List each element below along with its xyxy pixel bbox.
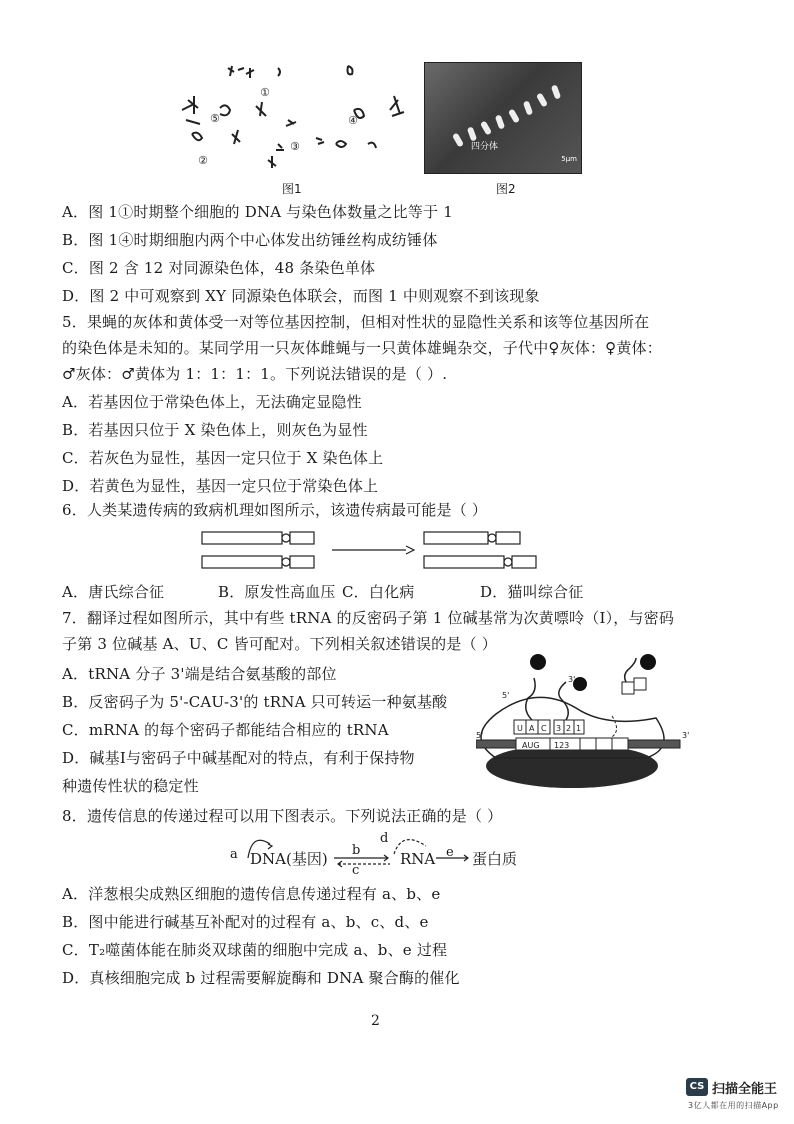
q7-codon-nums: 123 bbox=[554, 741, 570, 750]
fig1-label-1: ① bbox=[260, 86, 270, 99]
q7-stem-line-2: 子第 3 位碱基 A、U、C 皆可配对。下列相关叙述错误的是（ ） bbox=[62, 635, 497, 653]
q8-stem: 8．遗传信息的传递过程可以用下图表示。下列说法正确的是（ ） bbox=[62, 807, 503, 825]
figure-1-chromosome-stages bbox=[168, 60, 418, 172]
q5-stem-line-1: 5．果蝇的灰体和黄体受一对等位基因控制，但相对性状的显隐性关系和该等位基因所在 bbox=[62, 313, 650, 331]
q8-label-d: d bbox=[380, 831, 389, 846]
q8-option-c: C．T₂噬菌体能在肺炎双球菌的细胞中完成 a、b、e 过程 bbox=[62, 941, 448, 959]
q8-label-protein: 蛋白质 bbox=[472, 850, 518, 868]
fig1-label-4: ④ bbox=[348, 114, 358, 127]
q8-central-dogma-diagram bbox=[228, 828, 548, 878]
q7-option-b: B．反密码子为 5'-CAU-3'的 tRNA 只可转运一种氨基酸 bbox=[62, 693, 448, 711]
figure-2-caption: 图2 bbox=[496, 182, 516, 196]
q7-anticodon-3: 3 bbox=[556, 724, 562, 733]
q7-option-d: D．碱基I与密码子中碱基配对的特点，有利于保持物 bbox=[62, 749, 415, 767]
q7-label-5prime-mrna: 5' bbox=[476, 731, 484, 740]
q7-anticodon-a: A bbox=[529, 724, 535, 733]
q6-option-a: A．唐氏综合征 bbox=[62, 583, 165, 601]
q7-option-d-cont: 种遗传性状的稳定性 bbox=[62, 777, 199, 795]
q7-codon-aug: AUG bbox=[522, 741, 540, 750]
q5-stem-line-2: 的染色体是未知的。某同学用一只灰体雌蝇与一只黄体雄蝇杂交，子代中♀灰体：♀黄体： bbox=[62, 339, 662, 357]
figure-1-caption: 图1 bbox=[282, 182, 302, 196]
q8-label-dna: DNA(基因) bbox=[250, 850, 328, 868]
q8-option-a: A．洋葱根尖成熟区细胞的遗传信息传递过程有 a、b、e bbox=[62, 885, 441, 903]
q7-anticodon-2: 2 bbox=[566, 724, 572, 733]
q8-label-c: c bbox=[352, 863, 360, 878]
q8-label-a: a bbox=[230, 847, 238, 862]
fig1-label-3: ③ bbox=[290, 140, 300, 153]
q6-option-c: C．白化病 bbox=[342, 583, 415, 601]
q7-label-3prime-mrna: 3' bbox=[682, 731, 690, 740]
fig1-label-5: ⑤ bbox=[210, 112, 220, 125]
q6-option-b: B．原发性高血压 bbox=[218, 583, 336, 601]
q7-label-3prime-trna: 3' bbox=[568, 675, 576, 684]
scanner-brand: 扫描全能王 bbox=[712, 1082, 778, 1097]
q7-stem-line-1: 7．翻译过程如图所示，其中有些 tRNA 的反密码子第 1 位碱基常为次黄嘌呤（I），与密码 bbox=[62, 609, 675, 627]
q7-translation-diagram bbox=[476, 654, 696, 790]
fig1-label-2: ② bbox=[198, 154, 208, 167]
q7-option-c: C．mRNA 的每个密码子都能结合相应的 tRNA bbox=[62, 721, 389, 739]
fig2-tetrad-label: 四分体 bbox=[471, 142, 499, 152]
fig2-scale-bar: 5μm bbox=[561, 155, 577, 163]
figure-2-micrograph bbox=[424, 62, 582, 174]
q8-option-d: D．真核细胞完成 b 过程需要解旋酶和 DNA 聚合酶的催化 bbox=[62, 969, 460, 987]
q4-option-c: C．图 2 含 12 对同源染色体，48 条染色单体 bbox=[62, 259, 376, 277]
q7-anticodon-c: C bbox=[541, 724, 547, 733]
q6-option-d: D．猫叫综合征 bbox=[480, 583, 584, 601]
q6-chromosome-diagram bbox=[200, 526, 590, 576]
q7-option-a: A．tRNA 分子 3'端是结合氨基酸的部位 bbox=[62, 665, 337, 683]
q7-anticodon-1: 1 bbox=[576, 724, 582, 733]
q8-label-rna: RNA bbox=[400, 850, 436, 868]
q8-option-b: B．图中能进行碱基互补配对的过程有 a、b、c、d、e bbox=[62, 913, 429, 931]
q7-label-5prime-trna: 5' bbox=[502, 691, 510, 700]
q4-option-d: D．图 2 中可观察到 XY 同源染色体联会，而图 1 中则观察不到该现象 bbox=[62, 287, 540, 305]
q6-stem: 6．人类某遗传病的致病机理如图所示，该遗传病最可能是（ ） bbox=[62, 501, 488, 519]
q5-option-d: D．若黄色为显性，基因一定只位于常染色体上 bbox=[62, 477, 379, 495]
q5-option-b: B．若基因只位于 X 染色体上，则灰色为显性 bbox=[62, 421, 368, 439]
q8-label-b: b bbox=[352, 843, 361, 858]
q8-label-e: e bbox=[446, 845, 454, 860]
q5-stem-line-3: ♂灰体：♂黄体为 1：1：1：1。下列说法错误的是（ ）. bbox=[62, 365, 448, 383]
scanner-logo-icon: CS bbox=[686, 1078, 708, 1096]
page-number: 2 bbox=[371, 1013, 380, 1029]
q5-option-a: A．若基因位于常染色体上，无法确定显隐性 bbox=[62, 393, 362, 411]
q7-anticodon-u: U bbox=[517, 724, 523, 733]
q5-option-c: C．若灰色为显性，基因一定只位于 X 染色体上 bbox=[62, 449, 384, 467]
q4-option-a: A．图 1①时期整个细胞的 DNA 与染色体数量之比等于 1 bbox=[62, 203, 453, 221]
scanner-tagline: 3亿人都在用的扫描App bbox=[688, 1101, 779, 1110]
q4-option-b: B．图 1④时期细胞内两个中心体发出纺锤丝构成纺锤体 bbox=[62, 231, 438, 249]
